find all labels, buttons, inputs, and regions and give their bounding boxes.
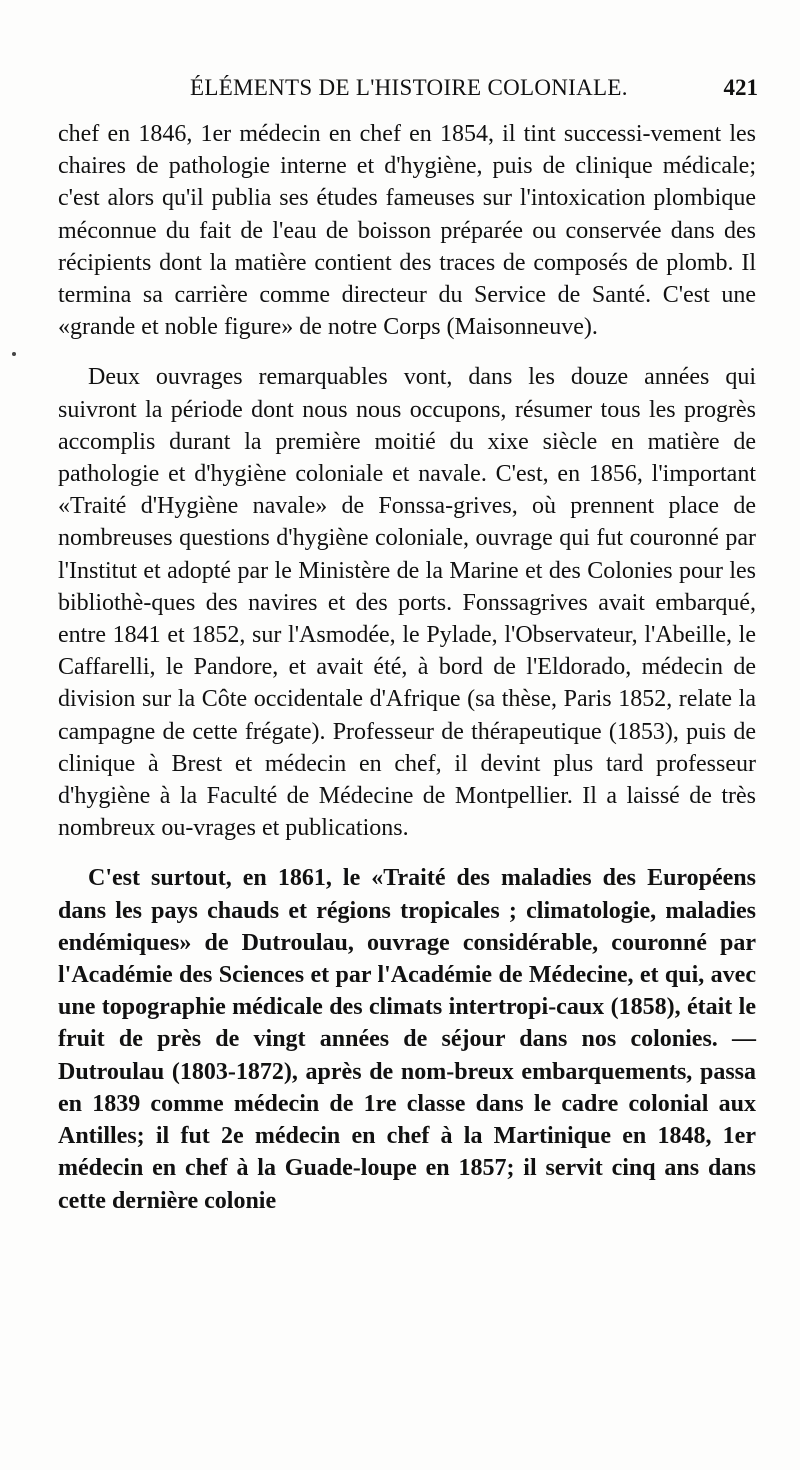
body-text [58,118,756,1217]
paragraph-3: C'est surtout, en 1861, le «Traité des maladies des Européens dans les pays chauds et régions tropicales ; climatologie, maladies endémiques» de Dutroulau, ouvrage considérable, couronné par l'Académie des Sciences et par l'Académie de Médecine, et qui, avec une topographie médicale des climats intertropi-caux (1858), était le fruit de près de vingt années de séjour dans nos colonies. — Dutroulau (1803-1872), après de nom-breux embarquements, passa en 1839 comme médecin de 1re classe dans le cadre colonial aux Antilles; il fut 2e médecin en chef à la Martinique en 1848, 1er médecin en chef à la Guade-loupe en 1857; il servit cinq ans dans cette dernière colonie [58,865,756,1214]
paragraph-1: chef en 1846, 1er médecin en chef en 1854, il tint successi-vement les chaires de pathologie interne et d'hygiène, puis de clinique médicale; c'est alors qu'il publia ses études fameuses sur l'intoxication plombique méconnue du fait de l'eau de boisson préparée ou conservée dans des récipients dont la matière contient des traces de composés de plomb. Il termina sa carrière comme directeur du Service de Santé. C'est une «grande et noble figure» de notre Corps (Maisonneuve). [58,121,756,341]
running-title: ÉLÉMENTS DE L'HISTOIRE COLONIALE. [190,75,628,100]
running-head [58,75,758,107]
page-number: 421 [723,75,758,100]
margin-dot [12,352,16,356]
paragraph-2: Deux ouvrages remarquables vont, dans les douze années qui suivront la période dont nous nous occupons, résumer tous les progrès accomplis durant la première moitié du xixe siècle en matière de pathologie et d'hygiène coloniale et navale. C'est, en 1856, l'important «Traité d'Hygiène navale» de Fonssa-grives, où prennent place de nombreuses questions d'hygiène coloniale, ouvrage qui fut couronné par l'Institut et adopté par le Ministère de la Marine et des Colonies pour les bibliothè-ques des navires et des ports. Fonssagrives avait embarqué, entre 1841 et 1852, sur l'Asmodée, le Pylade, l'Observateur, l'Abeille, le Caffarelli, le Pandore, et avait été, à bord de l'Eldorado, médecin de division sur la Côte occidentale d'Afrique (sa thèse, Paris 1852, relate la campagne de cette frégate). Professeur de thérapeutique (1853), puis de clinique à Brest et médecin en chef, il devint plus tard professeur d'hygiène à la Faculté de Médecine de Montpellier. Il a laissé de très nombreux ou-vrages et publications. [58,364,756,842]
